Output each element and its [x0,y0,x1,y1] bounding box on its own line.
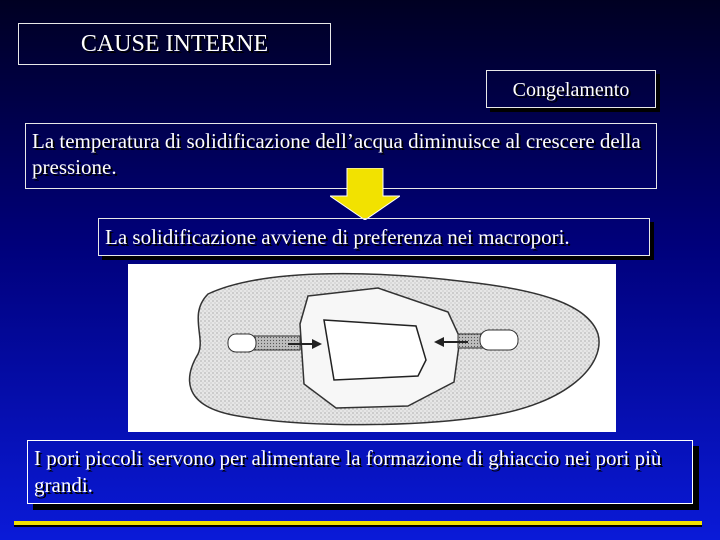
ice-crystal [324,320,426,380]
paragraph-small-pores [27,440,693,504]
small-pore-left [228,334,256,352]
paragraph-small-pores-text: I pori piccoli servono per alimentare la formazione di ghiaccio nei pori più grandi. [34,446,662,497]
down-arrow-icon [330,168,400,220]
paragraph-pressure-text: La temperatura di solidificazione dell’acqua diminuisce al crescere della pressione. [32,129,641,179]
slide-title: CAUSE INTERNE [80,31,269,57]
pore-diagram-illustration [128,264,616,432]
paragraph-macropores [98,218,650,256]
bottom-rule [14,521,702,525]
slide-title-box [18,23,331,65]
small-pore-right [480,330,518,350]
slide-subtitle: Congelamento [512,79,630,101]
subtitle-box [486,70,656,108]
paragraph-macropores-text: La solidificazione avviene di preferenza nei macropori. [105,225,570,249]
pore-freezing-diagram [128,264,616,432]
